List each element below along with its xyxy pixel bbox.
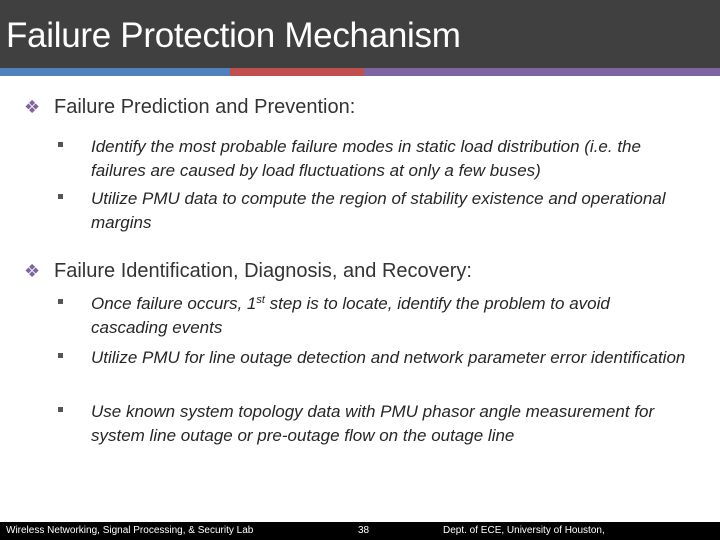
bullet-text-part: Once failure occurs, 1	[91, 294, 257, 313]
footer-department: Dept. of ECE, University of Houston,	[443, 525, 605, 536]
section-heading-text: Failure Prediction and Prevention:	[54, 96, 356, 118]
square-bullet-icon	[58, 194, 63, 199]
slide-footer	[0, 522, 720, 540]
slide-title: Failure Protection Mechanism	[6, 16, 461, 55]
square-bullet-icon	[58, 299, 63, 304]
footer-page-number: 38	[358, 525, 370, 536]
diamond-bullet-icon: ❖	[24, 97, 41, 117]
section-heading-prediction	[24, 94, 355, 120]
square-bullet-icon	[58, 353, 63, 358]
section-heading-text: Failure Identification, Diagnosis, and Recovery:	[54, 260, 472, 282]
section-heading-identification	[24, 258, 472, 284]
superscript-ordinal: st	[256, 294, 265, 306]
bullet-text: Utilize PMU for line outage detection and network parameter error identification	[91, 348, 686, 367]
square-bullet-icon	[58, 142, 63, 147]
bullet-text: Use known system topology data with PMU phasor angle measurement for system line outage or pre-outage flow on the outage line	[91, 402, 655, 445]
square-bullet-icon	[58, 407, 63, 412]
bullet-text: Identify the most probable failure modes in static load distribution (i.e. the failures are caused by load fluctuations at only a few buses)	[91, 137, 641, 180]
diamond-bullet-icon: ❖	[24, 261, 41, 281]
footer-lab-name: Wireless Networking, Signal Processing, & Security Lab	[6, 525, 254, 536]
bullet-text: Utilize PMU data to compute the region of stability existence and operational margins	[91, 189, 666, 232]
bullet-text	[91, 292, 691, 340]
bullet-text-part: step is to locate, identify the problem to avoid cascading events	[91, 294, 610, 337]
